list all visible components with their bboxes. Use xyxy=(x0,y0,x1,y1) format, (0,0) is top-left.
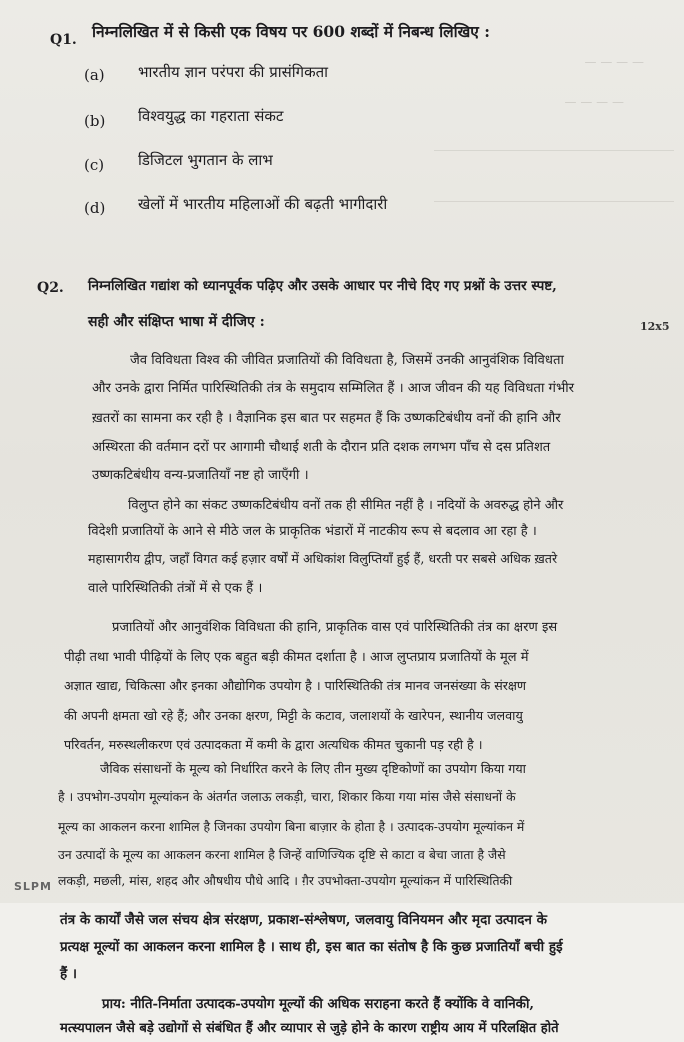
question-2-prompt-line-2: सही और संक्षिप्त भाषा में दीजिए : xyxy=(88,314,265,330)
question-2-number: Q2. xyxy=(37,280,64,296)
option-b-text: विश्वयुद्ध का गहराता संकट xyxy=(138,107,284,125)
passage-line: महासागरीय द्वीप, जहाँ विगत कई हज़ार वर्षों में अधिकांश विलुप्तियाँ हुई हैं, धरती पर सबसे अधिक ख़तरे xyxy=(88,551,558,566)
option-c-label: (c) xyxy=(84,156,105,174)
option-d-text: खेलों में भारतीय महिलाओं की बढ़ती भागीदारी xyxy=(138,195,388,213)
passage-line: पीढ़ी तथा भावी पीढ़ियों के लिए एक बहुत बड़ी कीमत दर्शाता है । आज लुप्तप्राय प्रजातियों के मूल में xyxy=(64,650,529,665)
passage-line: लकड़ी, मछली, मांस, शहद और औषधीय पौधे आदि । ग़ैर उपभोक्ता-उपयोग मूल्यांकन में पारिस्थितिकी xyxy=(58,873,513,888)
bleed-through-mark: — — — — xyxy=(584,55,644,69)
question-1-prompt: निम्नलिखित में से किसी एक विषय पर 600 शब्दों में निबन्ध लिखिए : xyxy=(92,22,490,41)
passage-line: मत्स्यपालन जैसे बड़े उद्योगों से संबंधित हैं और व्यापार से जुड़े होने के कारण राष्ट्रीय आय में परिलक्षित होते xyxy=(60,1021,559,1036)
margin-label: SLPM xyxy=(14,880,52,893)
passage-line: की अपनी क्षमता खो रहे हैं; और उनका क्षरण, मिट्टी के कटाव, जलाशयों के खारेपन, स्थानीय जलवायु xyxy=(64,708,523,723)
passage-line: अज्ञात खाद्य, चिकित्सा और इनका औद्योगिक उपयोग है । पारिस्थितिकी तंत्र मानव जनसंख्या के संरक्षण xyxy=(64,678,526,693)
bleed-through-mark: — — — — xyxy=(564,95,624,109)
passage-line: प्राय: नीति-निर्माता उत्पादक-उपयोग मूल्यों की अधिक सराहना करते हैं क्योंकि वे वानिकी, xyxy=(102,996,535,1012)
passage-line: उन उत्पादों के मूल्य का आकलन करना शामिल है जिन्हें वाणिज्यिक दृष्टि से काटा व बेचा जाता है जैसे xyxy=(58,847,506,862)
passage-line: तंत्र के कार्यों जैसे जल संचय क्षेत्र संरक्षण, प्रकाश-संश्लेषण, जलवायु विनियमन और मृदा उत्पादन के xyxy=(60,912,547,928)
passage-line: वाले पारिस्थितिकी तंत्रों में से एक हैं । xyxy=(88,581,263,596)
passage-line: जैविक संसाधनों के मूल्य को निर्धारित करने के लिए तीन मुख्य दृष्टिकोणों का उपयोग किया गया xyxy=(100,761,526,776)
passage-line: विलुप्त होने का संकट उष्णकटिबंधीय वनों तक ही सीमित नहीं है । नदियों के अवरुद्ध होने और xyxy=(128,498,564,513)
passage-line: हैं । xyxy=(60,966,77,982)
question-1-number: Q1. xyxy=(50,32,77,48)
passage-line: ख़तरों का सामना कर रही है । वैज्ञानिक इस बात पर सहमत हैं कि उष्णकटिबंधीय वनों की हानि और xyxy=(92,411,561,426)
passage-line: परिवर्तन, मरुस्थलीकरण एवं उत्पादकता में कमी के द्वारा अत्यधिक कीमत चुकानी पड़ रही है । xyxy=(64,737,483,752)
passage-line: प्रत्यक्ष मूल्यों का आकलन करना शामिल है । साथ ही, इस बात का संतोष है कि कुछ प्रजातियाँ बची हुई xyxy=(60,939,563,955)
option-b-label: (b) xyxy=(84,112,106,130)
question-2-prompt-line-1: निम्नलिखित गद्यांश को ध्यानपूर्वक पढ़िए और उसके आधार पर नीचे दिए गए प्रश्नों के उत्तर स्पष्ट, xyxy=(88,278,557,294)
option-d-label: (d) xyxy=(84,199,106,217)
passage-line: विदेशी प्रजातियों के आने से मीठे जल के प्राकृतिक भंडारों में नाटकीय रूप से बदलाव आ रहा है । xyxy=(88,524,537,539)
question-2-marks: 12x5 xyxy=(640,320,670,333)
option-a-label: (a) xyxy=(84,66,105,84)
passage-line: जैव विविधता विश्व की जीवित प्रजातियों की विविधता है, जिसमें उनकी आनुवंशिक विविधता xyxy=(130,353,564,368)
passage-line: अस्थिरता की वर्तमान दरों पर आगामी चौथाई शती के दौरान प्रति दशक लगभग पाँच से दस प्रतिशत xyxy=(92,440,551,455)
bleed-through-table xyxy=(434,150,674,202)
option-a-text: भारतीय ज्ञान परंपरा की प्रासंगिकता xyxy=(138,63,329,81)
passage-line: मूल्य का आकलन करना शामिल है जिनका उपयोग बिना बाज़ार के होता है । उत्पादक-उपयोग मूल्यांकन में xyxy=(58,819,525,834)
passage-line: और उनके द्वारा निर्मित पारिस्थितिकी तंत्र के समुदाय सम्मिलित हैं । आज जीवन की यह विविधता गंभीर xyxy=(92,381,575,396)
option-c-text: डिजिटल भुगतान के लाभ xyxy=(138,151,273,169)
passage-line: उष्णकटिबंधीय वन्य-प्रजातियाँ नष्ट हो जाएँगी । xyxy=(92,468,309,483)
passage-line: प्रजातियों और आनुवंशिक विविधता की हानि, प्राकृतिक वास एवं पारिस्थितिकी तंत्र का क्षरण इस xyxy=(112,620,558,635)
passage-line: है । उपभोग-उपयोग मूल्यांकन के अंतर्गत जलाऊ लकड़ी, चारा, शिकार किया गया मांस जैसे संसाधनों के xyxy=(58,789,516,804)
